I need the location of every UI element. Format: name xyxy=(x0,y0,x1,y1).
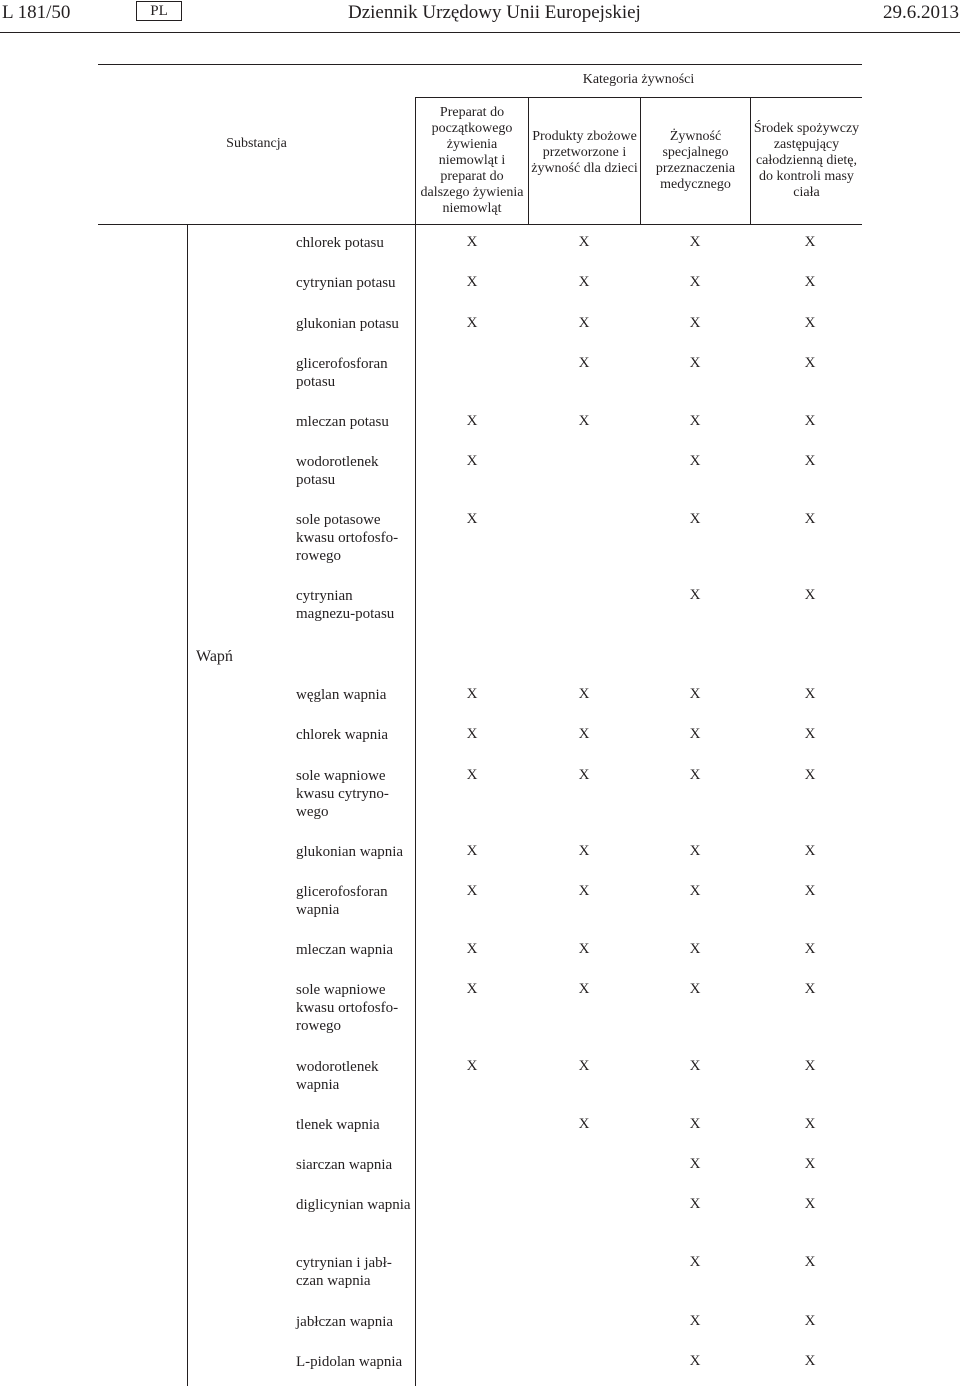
substance-name: mleczan potasu xyxy=(296,414,389,430)
page-header xyxy=(0,0,960,34)
category-mark: X xyxy=(578,941,590,957)
column-header-3: Żywność specjalnego przeznaczenia medycznego xyxy=(655,129,736,192)
journal-title: Dziennik Urzędowy Unii Europejskiej xyxy=(348,2,641,23)
col-sep-1 xyxy=(415,97,416,1386)
category-mark: X xyxy=(466,453,478,469)
column-header-2: Produkty zbożowe przetworzone i żywność dla dzieci xyxy=(531,129,638,176)
substance-name: tlenek wapnia xyxy=(296,1117,380,1133)
category-mark: X xyxy=(804,355,816,371)
category-mark: X xyxy=(578,234,590,250)
category-mark: X xyxy=(689,1353,701,1369)
category-mark: X xyxy=(804,234,816,250)
substance-heading: Substancja xyxy=(226,136,287,151)
header-rule xyxy=(0,32,960,33)
column-header-1: Preparat do początkowego żywienia niemowląt i preparat do dalszego żywienia niemowląt xyxy=(420,105,524,216)
category-mark: X xyxy=(578,315,590,331)
category-divider xyxy=(415,97,862,98)
substance-name: wodorotlenek wapnia xyxy=(296,1059,379,1093)
category-mark: X xyxy=(689,413,701,429)
category-mark: X xyxy=(689,355,701,371)
substance-name: glicerofosforan potasu xyxy=(296,356,388,390)
category-mark: X xyxy=(466,883,478,899)
category-mark: X xyxy=(689,511,701,527)
substance-name: diglicynian wapnia xyxy=(296,1197,411,1213)
category-mark: X xyxy=(689,1116,701,1132)
group-label: Wapń xyxy=(196,648,233,665)
category-mark: X xyxy=(804,274,816,290)
category-mark: X xyxy=(466,511,478,527)
food-category-table xyxy=(98,64,862,1386)
category-mark: X xyxy=(804,587,816,603)
category-mark: X xyxy=(689,1254,701,1270)
category-mark: X xyxy=(689,1058,701,1074)
column-header-4: Środek spożywczy zastępujący całodzienną dietę, do kontroli masy ciała xyxy=(753,121,860,200)
category-mark: X xyxy=(804,1353,816,1369)
substance-name: jabłczan wapnia xyxy=(296,1314,394,1330)
category-mark: X xyxy=(804,315,816,331)
category-mark: X xyxy=(689,981,701,997)
category-mark: X xyxy=(804,1156,816,1172)
category-mark: X xyxy=(804,883,816,899)
category-mark: X xyxy=(578,981,590,997)
category-mark: X xyxy=(578,883,590,899)
category-mark: X xyxy=(466,686,478,702)
category-mark: X xyxy=(466,981,478,997)
category-mark: X xyxy=(804,1254,816,1270)
category-mark: X xyxy=(689,234,701,250)
substance-name: chlorek potasu xyxy=(296,235,384,251)
category-mark: X xyxy=(466,315,478,331)
substance-name: sole wapniowe kwasu cytrynowego xyxy=(296,768,389,820)
category-mark: X xyxy=(578,1116,590,1132)
category-mark: X xyxy=(689,883,701,899)
category-mark: X xyxy=(466,941,478,957)
category-mark: X xyxy=(804,1313,816,1329)
category-mark: X xyxy=(689,767,701,783)
table-top-rule xyxy=(98,64,862,65)
category-mark: X xyxy=(578,726,590,742)
substance-name: węglan wapnia xyxy=(296,687,387,703)
substance-name: glukonian potasu xyxy=(296,316,399,332)
category-mark: X xyxy=(804,843,816,859)
substance-name: glicerofosforan wapnia xyxy=(296,884,388,918)
category-mark: X xyxy=(689,587,701,603)
category-mark: X xyxy=(689,1196,701,1212)
substance-name: cytrynian magnezu-potasu xyxy=(296,588,395,622)
category-heading: Kategoria żywności xyxy=(582,72,695,87)
category-mark: X xyxy=(578,686,590,702)
substance-name: chlorek wapnia xyxy=(296,727,389,743)
category-mark: X xyxy=(578,355,590,371)
category-mark: X xyxy=(466,767,478,783)
category-mark: X xyxy=(689,941,701,957)
category-mark: X xyxy=(578,767,590,783)
category-mark: X xyxy=(466,726,478,742)
category-mark: X xyxy=(578,843,590,859)
category-mark: X xyxy=(804,1196,816,1212)
substance-name: wodorotlenek potasu xyxy=(296,454,379,488)
substance-name: sole potasowe kwasu ortofosforowego xyxy=(296,512,399,564)
substance-name: cytrynian i jabłczan wapnia xyxy=(296,1255,392,1289)
substance-name: siarczan wapnia xyxy=(296,1157,393,1173)
category-mark: X xyxy=(466,413,478,429)
category-mark: X xyxy=(689,726,701,742)
category-mark: X xyxy=(804,511,816,527)
category-mark: X xyxy=(689,274,701,290)
substance-name: glukonian wapnia xyxy=(296,844,404,860)
category-mark: X xyxy=(804,941,816,957)
substance-name: mleczan wapnia xyxy=(296,942,394,958)
category-mark: X xyxy=(804,1116,816,1132)
group-sep xyxy=(187,224,188,1386)
category-mark: X xyxy=(804,686,816,702)
category-mark: X xyxy=(689,315,701,331)
category-mark: X xyxy=(804,767,816,783)
category-mark: X xyxy=(466,274,478,290)
category-mark: X xyxy=(804,981,816,997)
category-mark: X xyxy=(578,274,590,290)
category-mark: X xyxy=(804,1058,816,1074)
category-mark: X xyxy=(804,413,816,429)
substance-name: sole wapniowe kwasu ortofosforowego xyxy=(296,982,399,1034)
category-mark: X xyxy=(689,453,701,469)
publication-date: 29.6.2013 xyxy=(883,2,959,23)
category-mark: X xyxy=(689,1156,701,1172)
substance-name: cytrynian potasu xyxy=(296,275,396,291)
category-mark: X xyxy=(466,234,478,250)
substance-name: L-pidolan wapnia xyxy=(296,1354,403,1370)
header-bottom-rule xyxy=(98,224,862,225)
category-mark: X xyxy=(689,843,701,859)
category-mark: X xyxy=(689,686,701,702)
category-mark: X xyxy=(578,1058,590,1074)
page-number: L 181/50 xyxy=(2,2,71,23)
category-mark: X xyxy=(804,453,816,469)
category-mark: X xyxy=(804,726,816,742)
language-badge: PL xyxy=(136,1,182,21)
category-mark: X xyxy=(578,413,590,429)
category-mark: X xyxy=(466,1058,478,1074)
category-mark: X xyxy=(466,843,478,859)
category-mark: X xyxy=(689,1313,701,1329)
